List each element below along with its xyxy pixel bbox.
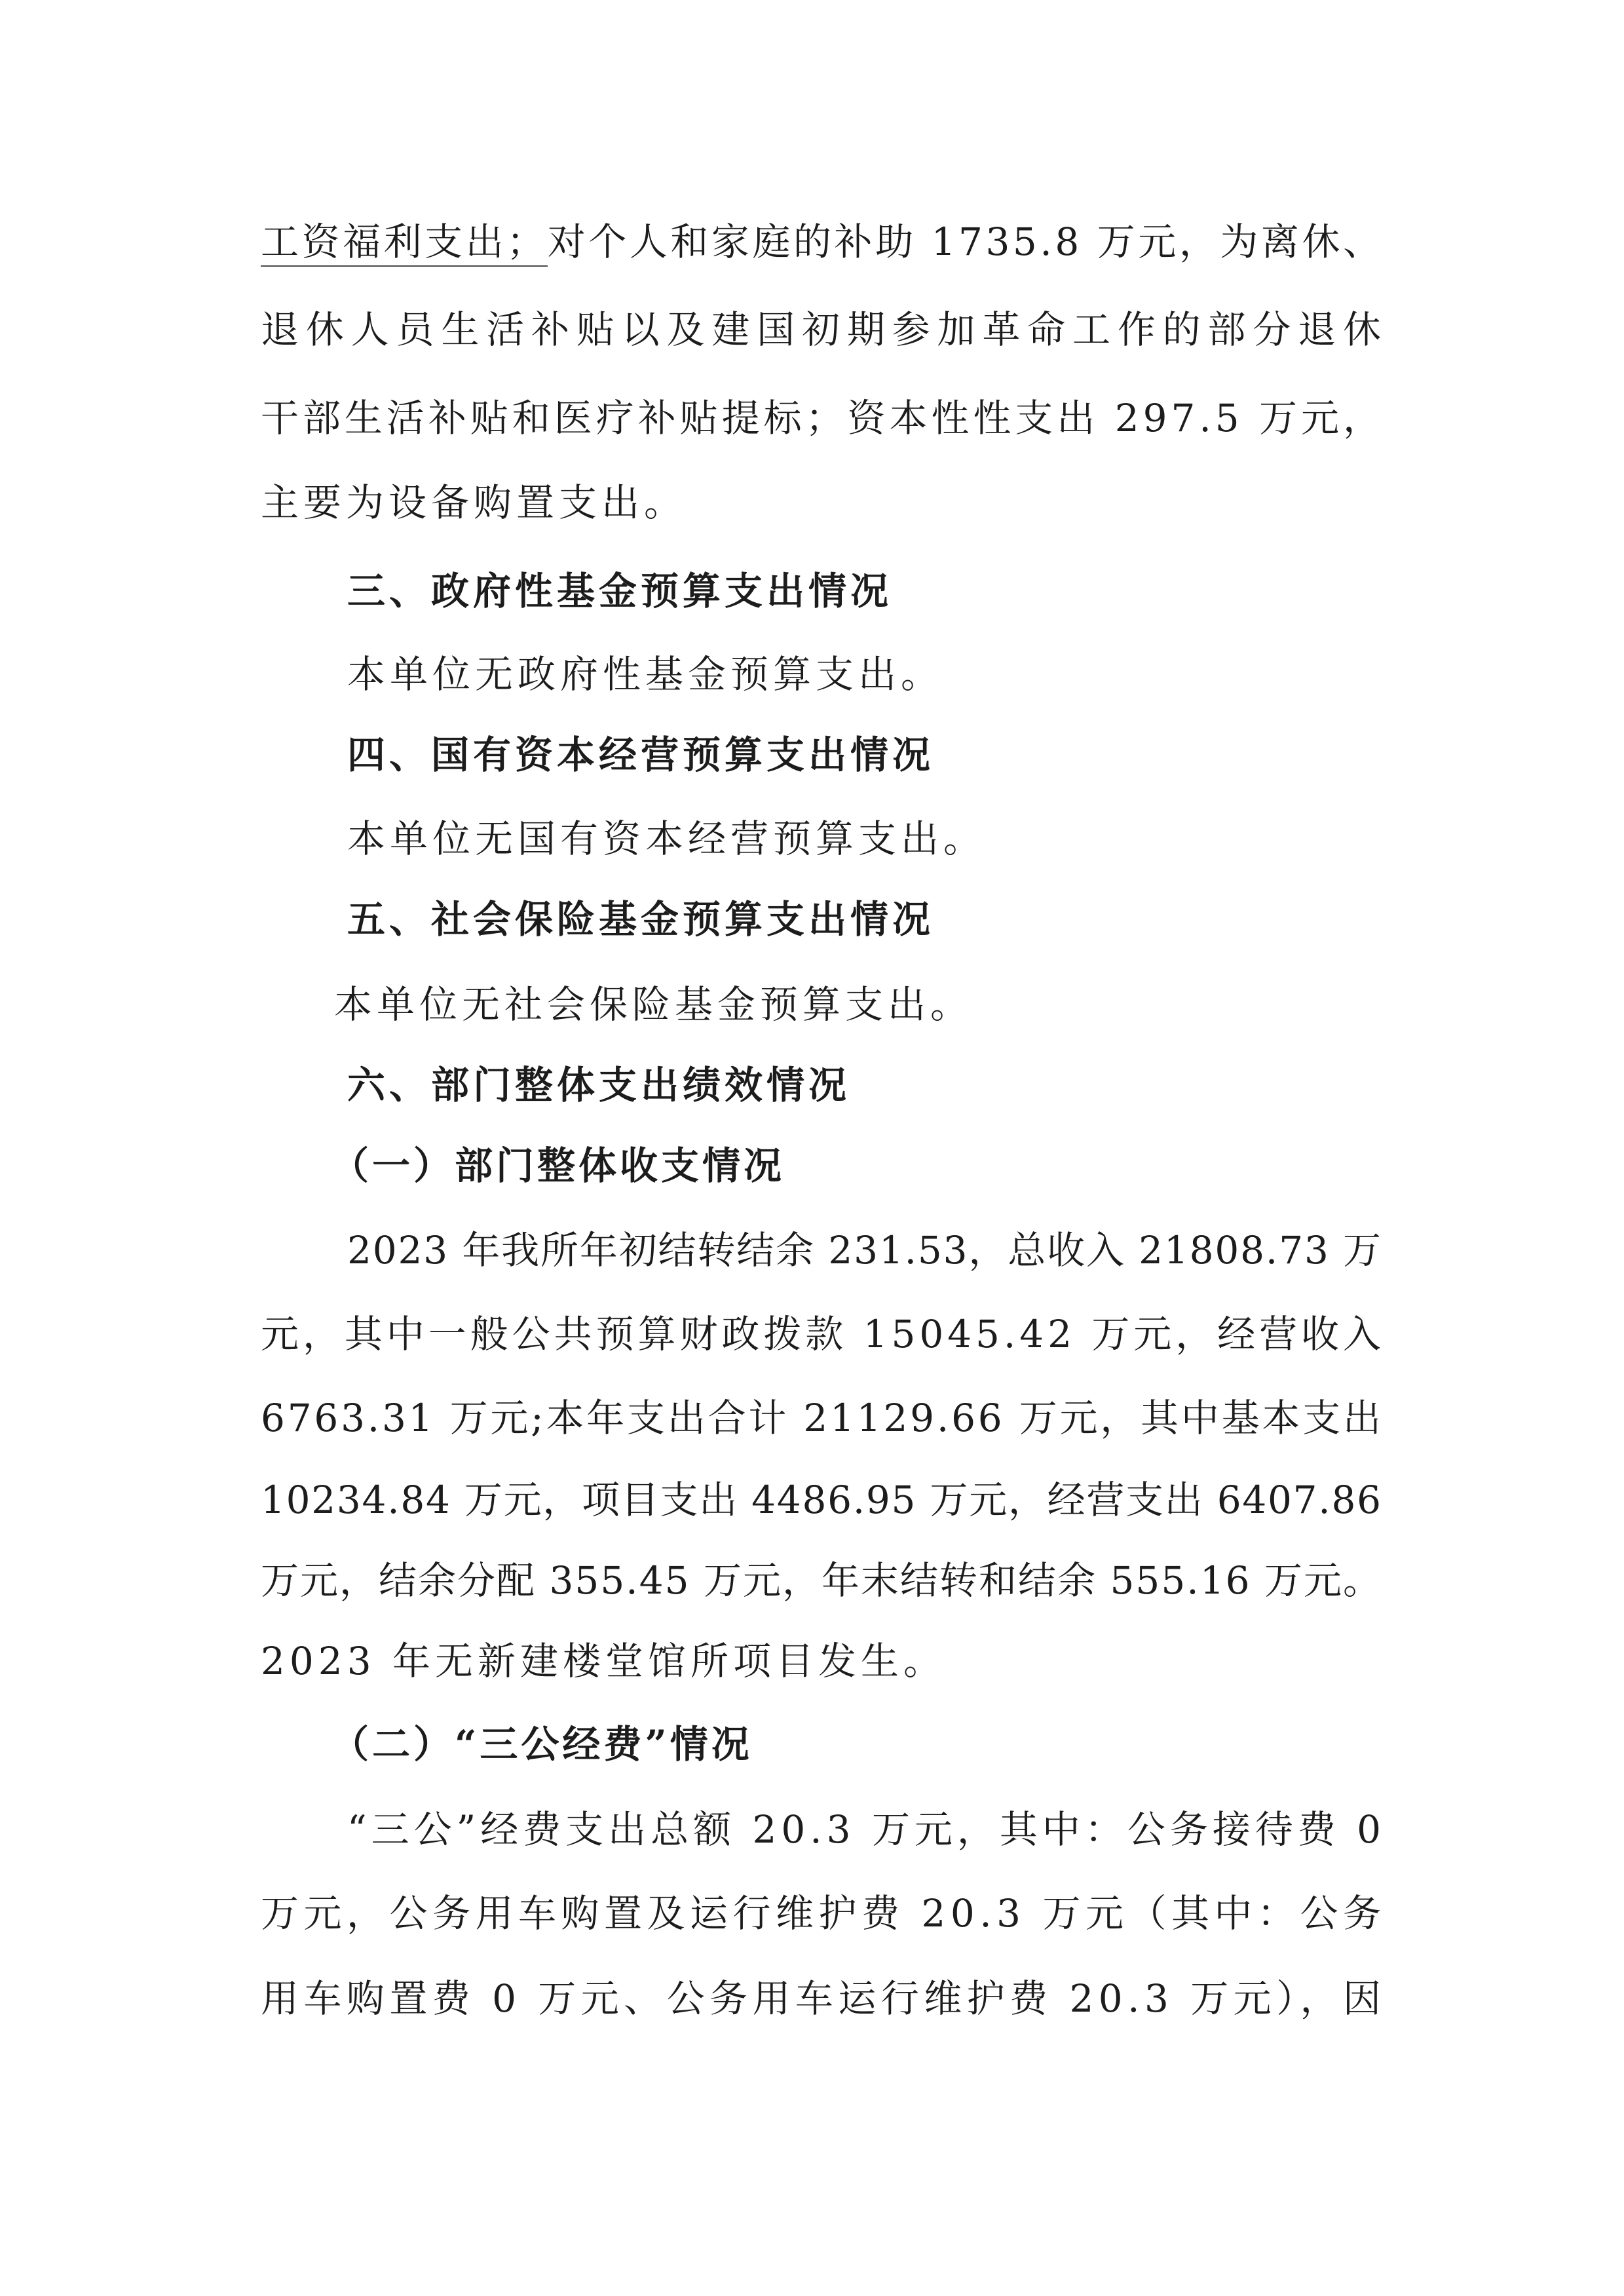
section-3-heading: 三、政府性基金预算支出情况 [347, 569, 893, 613]
subsection-2-line-3: 用车购置费 0 万元、公务用车运行维护费 20.3 万元），因 [261, 1976, 1386, 2021]
intro-line-4: 主要为设备购置支出。 [261, 480, 687, 525]
subsection-2-line-1: “三公”经费支出总额 20.3 万元，其中：公务接待费 0 [347, 1807, 1386, 1852]
section-5-heading: 五、社会保险基金预算支出情况 [347, 897, 935, 942]
intro-line-1-text: 对个人和家庭的补助 1735.8 万元，为离休、 [547, 220, 1384, 264]
section-4-body: 本单位无国有资本经营预算支出。 [347, 816, 987, 861]
section-5-body: 本单位无社会保险基金预算支出。 [334, 982, 973, 1027]
intro-line-1-underlined-text: 工资福利支出； [261, 220, 548, 267]
subsection-1-line-6: 2023 年无新建楼堂馆所项目发生。 [261, 1639, 947, 1683]
section-3-body: 本单位无政府性基金预算支出。 [347, 652, 944, 697]
subsection-1-line-1: 2023 年我所年初结转结余 231.53，总收入 21808.73 万 [347, 1228, 1382, 1272]
intro-line-3: 干部生活补贴和医疗补贴提标；资本性性支出 297.5 万元， [261, 396, 1385, 440]
subsection-2-line-2: 万元，公务用车购置及运行维护费 20.3 万元（其中：公务 [261, 1891, 1386, 1936]
subsection-1-line-4: 10234.84 万元，项目支出 4486.95 万元，经营支出 6407.86 [261, 1478, 1382, 1522]
subsection-1-line-3: 6763.31 万元;本年支出合计 21129.66 万元，其中基本支出 [261, 1396, 1384, 1440]
subsection-1-heading: （一）部门整体收支情况 [331, 1143, 785, 1188]
subsection-1-line-2: 元，其中一般公共预算财政拨款 15045.42 万元，经营收入 [261, 1312, 1385, 1356]
section-4-heading: 四、国有资本经营预算支出情况 [347, 733, 935, 777]
intro-line-2: 退休人员生活补贴以及建国初期参加革命工作的部分退休 [261, 307, 1388, 352]
subsection-2-heading: （二）“三公经费”情况 [331, 1722, 753, 1767]
section-6-heading: 六、部门整体支出绩效情况 [347, 1063, 851, 1107]
intro-line-1 [261, 216, 1384, 268]
subsection-1-line-5: 万元，结余分配 355.45 万元，年末结转和结余 555.16 万元。 [261, 1558, 1383, 1603]
